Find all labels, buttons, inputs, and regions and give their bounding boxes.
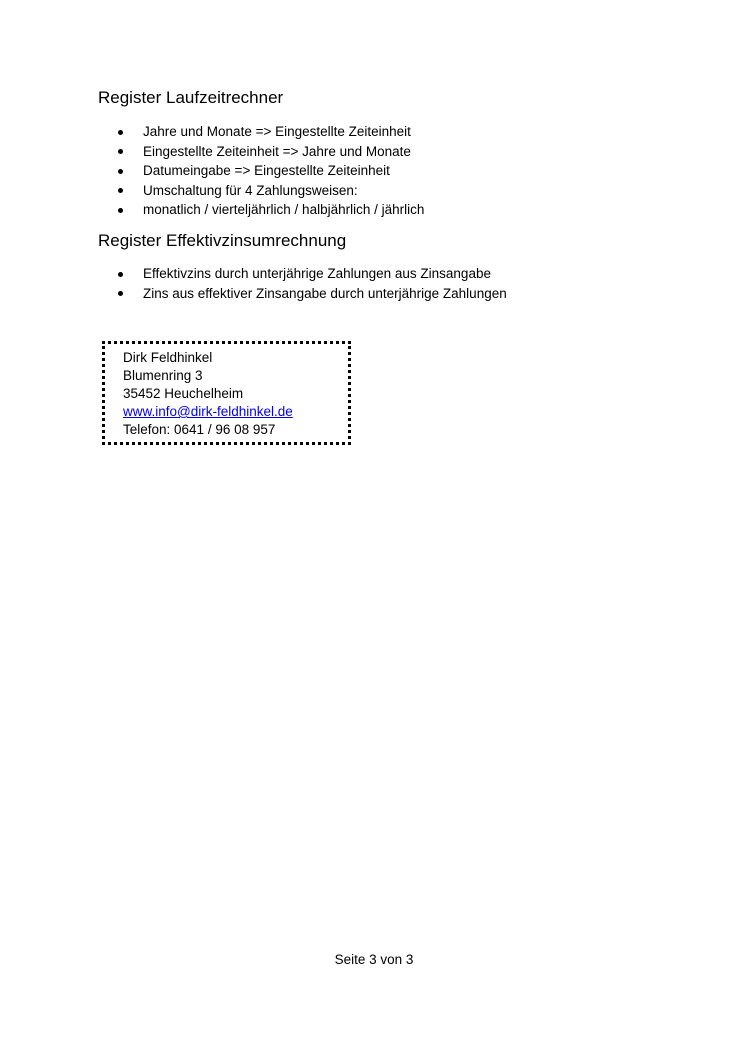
list-item-text: Zins aus effektiver Zinsangabe durch unterjährige Zahlungen: [143, 285, 507, 301]
list-item-text: Eingestellte Zeiteinheit => Jahre und Monate: [143, 143, 411, 159]
bullet-icon: [118, 272, 123, 277]
bullet-icon: [118, 188, 123, 193]
list-item-text: Jahre und Monate => Eingestellte Zeiteinheit: [143, 124, 411, 139]
bullet-icon: [118, 291, 123, 296]
list-item-text: Effektivzins durch unterjährige Zahlungen aus Zinsangabe: [143, 266, 491, 281]
bullet-icon: [118, 169, 123, 174]
section-heading-laufzeitrechner: Register Laufzeitrechner: [98, 88, 284, 107]
bullet-icon: [118, 130, 123, 135]
list-item-text: Datumeingabe => Eingestellte Zeiteinheit: [143, 163, 390, 178]
list-item-text: monatlich / vierteljährlich / halbjährlich / jährlich: [143, 202, 425, 217]
contact-name: Dirk Feldhinkel: [123, 350, 213, 365]
bullet-icon: [118, 208, 123, 213]
bullet-icon: [118, 149, 123, 154]
section-heading-effektivzinsumrechnung: Register Effektivzinsumrechnung: [98, 231, 347, 250]
contact-web-link[interactable]: www.info@dirk-feldhinkel.de: [123, 404, 293, 419]
contact-street: Blumenring 3: [123, 368, 203, 383]
contact-address-box: [102, 341, 351, 445]
list-item-text: Umschaltung für 4 Zahlungsweisen:: [143, 182, 358, 198]
contact-city: 35452 Heuchelheim: [123, 386, 244, 401]
page-number-footer: Seite 3 von 3: [334, 952, 414, 967]
contact-phone: Telefon: 0641 / 96 08 957: [123, 422, 276, 437]
